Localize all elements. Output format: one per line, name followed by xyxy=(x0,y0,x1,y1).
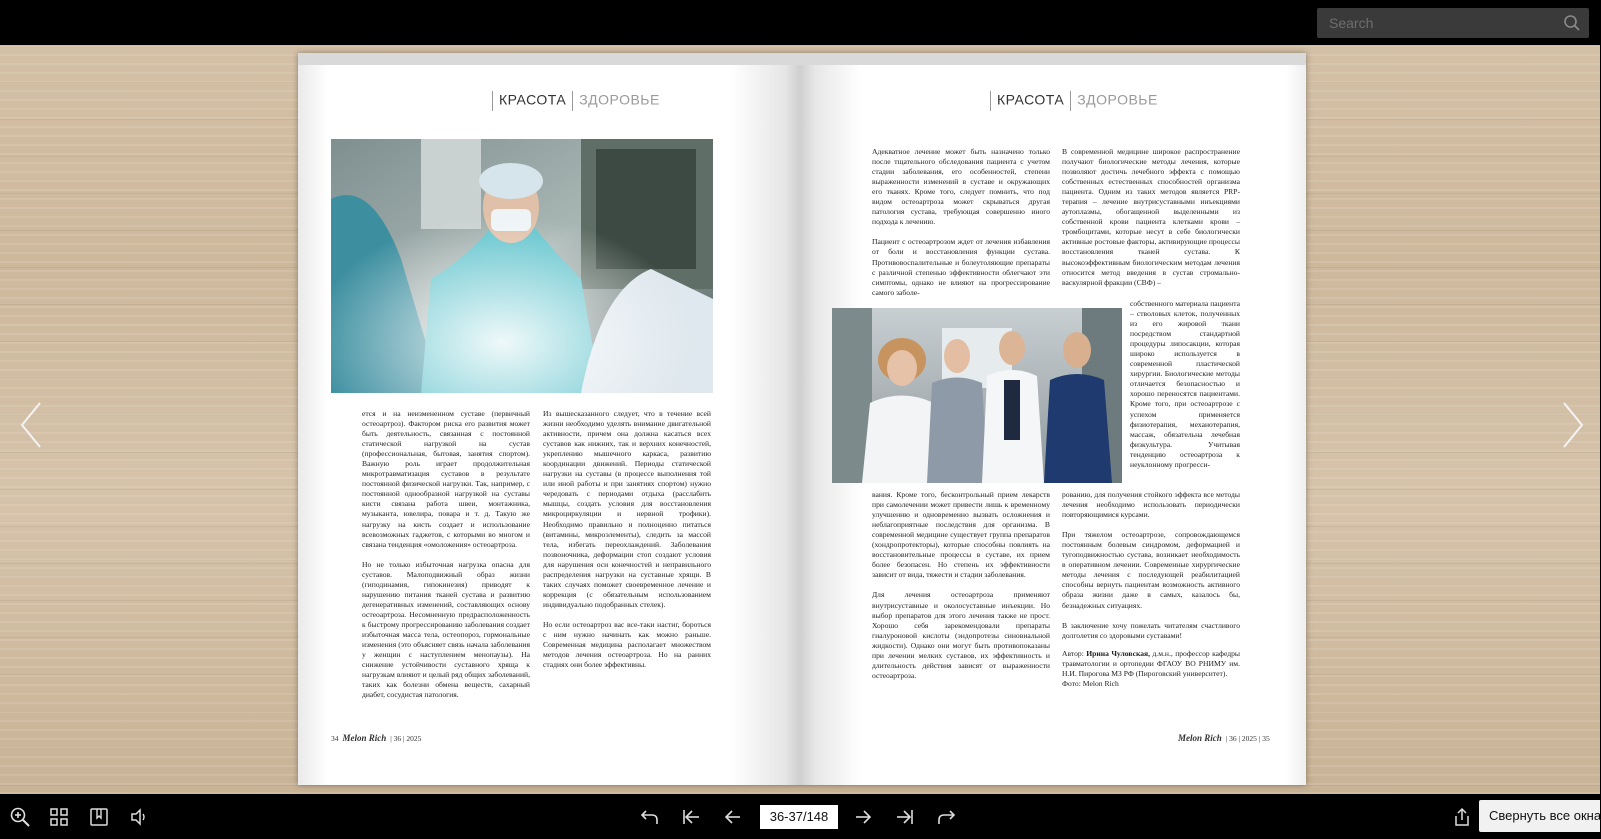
zoom-in-icon[interactable] xyxy=(8,805,32,829)
article-column-2-bottom xyxy=(1062,490,1240,715)
article-column-1-top xyxy=(872,147,1050,297)
sound-icon[interactable] xyxy=(127,805,151,829)
section-header xyxy=(984,91,1158,111)
magazine-spread[interactable] xyxy=(298,53,1306,785)
next-spread-arrow-icon[interactable] xyxy=(1558,395,1588,455)
search-icon[interactable] xyxy=(1563,14,1581,32)
undo-icon[interactable] xyxy=(638,805,662,829)
thumbnails-grid-icon[interactable] xyxy=(47,805,71,829)
previous-spread-arrow-icon[interactable] xyxy=(16,395,46,455)
article-text-block: В современной медицине широкое распространение получают биологические методы лечения, которые позволяют достичь лечебного эффекта с помощью собственных естественных способностей организма пациента. Одним из таких методов является PRP-терапия – лечение внутрисуставными инъекциями аутоплазмы, обогащенной выделенными из собственной крови пациента клетками крови – тромбоцитами, которые несут в себе биологически активные ростовые факторы, активирующие процессы восстановления тканей сустава. К высокоэффективным биологическим методам лечения относится метод введения в сустав стромально-васкулярной фракции (СВФ) – xyxy=(1062,147,1242,287)
header-divider xyxy=(572,91,573,111)
article-column-2-wrap xyxy=(1130,299,1240,491)
header-divider xyxy=(990,91,991,111)
search-box[interactable] xyxy=(1317,8,1589,38)
previous-page-icon[interactable] xyxy=(721,805,745,829)
section-label-beauty: КРАСОТА xyxy=(499,91,567,108)
article-text-block: ется и на неизмененном суставе (первичный остеоартроз). Фактором риска его развития может быть деятельность, связанная с постоянной статической нагрузкой на сустав (профессиональная, бытовая, занятия спортом). Важную роль играет продолжительная микротравматизация суставов в результате постоянной физической нагрузки. Так, например, с постоянной однообразной нагрузкой на суставы кисти связана работа швеи, монтажника, музыканта, ювелира, повара и т. д. Такую же нагрузку на кисть создает и использование всевозможных гаджетов, с которыми во многом и связана тенденция «омоложения» остеоартроза. Но не только избыточная нагрузка опасна для суставов. Малоподвижный образ жизни (гиподинамия, гипокинезия) приводят к нарушению питания тканей сустава и развитию дегенеративных изменений, составляющих основу остеоартроза. Несомненную предрасположенность к быстрому прогрессированию заболевания создает избыточная масса тела, остеопороз, гормональные изменения (это объясняет связь начала заболевания у женщин с наступлением менопаузы). На снижение устойчивости суставного хряща к нагрузкам влияют и целый ряд общих заболеваний, таких как болезни обмена веществ, сахарный диабет, сосудистая патология. xyxy=(362,409,530,700)
article-text-block: Из вышесказанного следует, что в течение всей жизни необходимо уделять внимание двигательной активности, причем она должна касаться всех суставов как нижних, так и верхних конечностей, укреплению мышечного каркаса, развитию координации движений. Периоды статической нагрузки на суставы (в процессе выполнения той или иной работы и при занятиях спортом) нужно чередовать с периодами отдыха (расслабить мышцы, создать условия для восстановления микроциркуляции и нервной трофики). Необходимо правильно и полноценно питаться (витамины, микроэлементы), следить за массой тела, избегать переохлаждений. Заболевания позвоночника, деформации стоп создают условия для нарушения оси конечностей и неправильного распределения нагрузки на суставные хрящи. В таких случаях поможет своевременное лечение и коррекция (с обязательным использованием индивидуально подобранных стелек). Но если остеоартроз вас все-таки настиг, бороться с ним нужно начинать как можно раньше. Современная медицина располагает множеством методов лечения остеоартроза. Но на ранних стадиях они более эффективны. xyxy=(543,409,711,670)
author-prefix: Автор: xyxy=(1062,648,1087,658)
next-page-icon[interactable] xyxy=(851,805,875,829)
issue-year: 2025 xyxy=(406,734,422,743)
page-number: 34 xyxy=(331,734,339,743)
section-label-beauty: КРАСОТА xyxy=(997,91,1065,108)
header-divider xyxy=(492,91,493,111)
page-left[interactable] xyxy=(298,53,800,785)
header-divider xyxy=(1070,91,1071,111)
article-text-block: собственного материала пациента – стволовых клеток, полученных из его жировой ткани посредством стандартной процедуры липосакции, которая широко используется в современной пластической хирургии. Биологические методы отличается безопасностью и хорошо переносятся пациентами. Кроме того, при остеоартрозе с успехом применяется физиотерапия, механотерапия, массаж, обязательна лечебная физкультура. Учитывая тенденцию остеоартроза к неуклонному прогресси- xyxy=(1130,299,1242,469)
reader-stage xyxy=(0,45,1600,794)
page-folio-left: 34 Melon Rich | 36 | 2025 xyxy=(331,733,422,743)
bookmark-icon[interactable] xyxy=(87,805,111,829)
page-number: 35 xyxy=(1262,734,1270,743)
author-affiliation: д.м.н., профессор кафедры травматологии и ортопедии ФГАОУ ВО РНИМУ им. Н.И. Пирогова МЗ РФ (Пироговский университет). xyxy=(1062,648,1242,678)
brand-logo: Melon Rich xyxy=(342,733,387,743)
article-text-block: рованию, для получения стойкого эффекта все методы лечения необходимо использовать периодически повторяющимися курсами. При тяжелом остеоартрозе, сопровождающемся постоянным болевым синдромом, деформацией и тугоподвижностью сустава, возникает необходимость в оперативном лечении. Современные хирургические методы лечения с последующей реабилитацией способны вернуть пациентам возможность активного образа жизни даже в самых, казалось бы, безнадежных ситуациях. В заключение хочу пожелать читателям счастливого долголетия со здоровыми суставами! xyxy=(1062,490,1240,640)
article-column-1 xyxy=(362,409,530,719)
collapse-all-windows-button[interactable]: Свернуть все окна xyxy=(1479,800,1600,832)
share-icon[interactable] xyxy=(1450,805,1474,829)
issue-number: 36 xyxy=(393,734,402,743)
page-top-strip xyxy=(800,53,1306,65)
article-column-2-top xyxy=(1062,147,1240,299)
brand-logo: Melon Rich xyxy=(1178,733,1222,743)
page-folio-right: Melon Rich | 36 | 2025 | 35 xyxy=(1178,733,1270,743)
article-column-2 xyxy=(543,409,711,709)
doctors-photo xyxy=(832,308,1122,483)
top-bar xyxy=(0,0,1600,45)
section-label-health: ЗДОРОВЬЕ xyxy=(579,91,660,108)
article-column-1-bottom xyxy=(872,490,1050,715)
issue-year: 2025 xyxy=(1241,734,1257,743)
redo-icon[interactable] xyxy=(934,805,958,829)
section-header xyxy=(486,91,660,111)
issue-number: 36 xyxy=(1229,734,1237,743)
photo-credit: Фото: Melon Rich xyxy=(1062,678,1119,688)
author-credit xyxy=(1062,649,1240,689)
page-right[interactable] xyxy=(800,53,1306,785)
article-text-block: вания. Кроме того, бесконтрольный прием лекарств при самолечении может привести лишь к временному улучшению и одновременно вызвать осложнения и неблагоприятные последствия для организма. В современной медицине существует группа препаратов (хондропротекторы), которые способны повлиять на восстановительные процессы в суставе, их прием более безопасен. Но степень их эффективности зависит от вида, тяжести и стадии заболевания. Для лечения остеоартроза применяют внутрисуставные и околосуставные инъекции. Но выбор препаратов для этого лечения также не прост. Хорошо себя зарекомендовали препараты гиалуроновой кислоты (эндопротезы синовиальной жидкости). Однако они могут быть противопоказаны при лечении мелких суставов, их эффективность и длительность действия зависят от выраженности остеоартроза. xyxy=(872,490,1050,680)
surgeon-photo xyxy=(331,139,713,393)
bottom-toolbar xyxy=(0,794,1600,839)
author-name: Ирина Чуловская, xyxy=(1086,648,1151,658)
section-label-health: ЗДОРОВЬЕ xyxy=(1077,91,1158,108)
page-top-strip xyxy=(298,53,800,65)
page-indicator[interactable]: 36-37/148 xyxy=(760,805,838,829)
article-text-block: Адекватное лечение может быть назначено только после тщательного обследования пациента с учетом стадии заболевания, его особенностей, степени выраженности изменений в суставе и окружающих его тканях. Кроме того, следует помнить, что под видом остеоартроза может скрываться другая патология сустава, требующая совершенно иного подхода к лечению. Пациент с остеоартрозом ждет от лечения избавления от боли и восстановления функции сустава. Противовоспалительные и болеутоляющие препараты с различной степенью эффективности облегчают эти симптомы, однако не влияют на прогрессирование самого заболе- xyxy=(872,147,1050,297)
search-input[interactable] xyxy=(1317,8,1557,38)
last-page-icon[interactable] xyxy=(893,805,917,829)
first-page-icon[interactable] xyxy=(679,805,703,829)
